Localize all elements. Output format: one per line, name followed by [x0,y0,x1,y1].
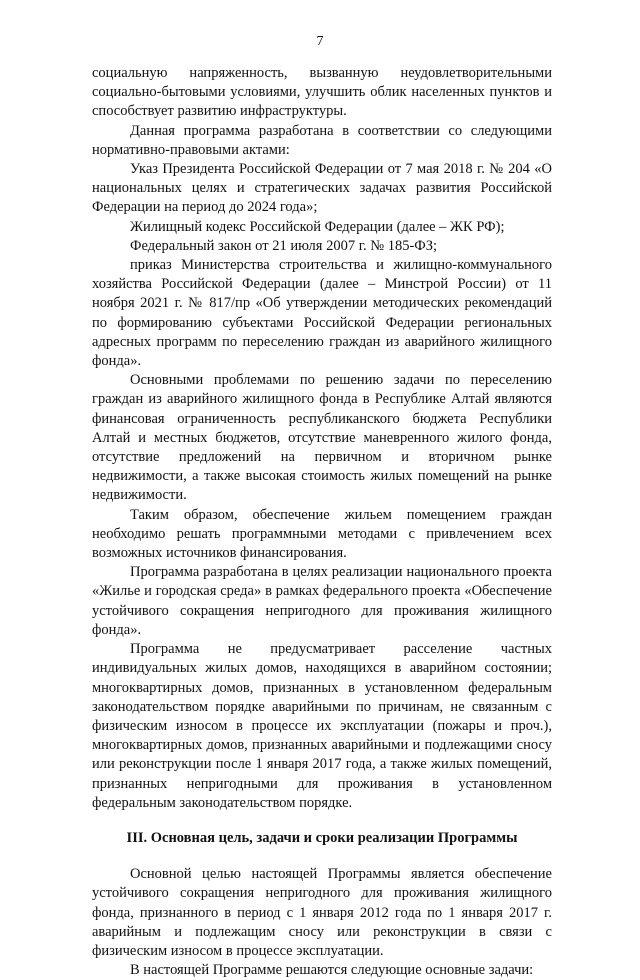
paragraph: В настоящей Программе решаются следующие основные задачи: [130,962,534,979]
paragraph: приказ Министерства строительства и жилищно-коммунального хозяйства Российской Федерации (далее – Минстрой России) от 11 ноября 2021 г. № 817/пр «Об утверждении методических рекомендаций по формированию субъектами Российской Федерации региональных адресных программ по переселению граждан из аварийного жилищного фонда». [92,257,552,370]
page-number: 7 [316,34,324,49]
paragraph: Основными проблемами по решению задачи по переселению граждан из аварийного жилищного фонда в Республике Алтай являются финансовая ограниченность республиканского бюджета Республики Алтай и местных бюджетов, отсутствие маневренного жилого фонда, отсутствие предложений на первичном и вторичном рынке недвижимости, а также высокая стоимость жилых помещений на рынке недвижимости. [92,372,552,504]
document-body [92,64,552,980]
paragraph: Данная программа разработана в соответствии со следующими нормативно-правовыми актами: [92,122,552,158]
paragraph: Программа разработана в целях реализации национального проекта «Жилье и городская среда» в рамках федерального проекта «Обеспечение устойчивого сокращения непригодного для проживания жилищного фонда». [92,564,552,638]
paragraph: Таким образом, обеспечение жильем помещением граждан необходимо решать программными методами с привлечением всех возможных источников финансирования. [92,506,552,562]
paragraph: Федеральный закон от 21 июля 2007 г. № 185-ФЗ; [130,237,438,254]
paragraph: Жилищный кодекс Российской Федерации (далее – ЖК РФ); [130,218,505,235]
paragraph: Основной целью настоящей Программы является обеспечение устойчивого сокращения непригодного для проживания жилищного фонда, признанного в период с 1 января 2012 года по 1 января 2017 г. аварийным и подлежащим сносу или реконструкции в связи с физическим износом в процессе эксплуатации. [92,866,552,959]
paragraph: социальную напряженность, вызванную неудовлетворительными социально-бытовыми условиями, улучшить облик населенных пунктов и способствует развитию инфраструктуры. [92,65,552,120]
paragraph: Указ Президента Российской Федерации от 7 мая 2018 г. № 204 «О национальных целях и стратегических задачах развития Российской Федерации на период до 2024 года»; [92,161,552,216]
paragraph: Программа не предусматривает расселение частных индивидуальных жилых домов, находящихся в аварийном состоянии; многоквартирных домов, признанных в установленном федеральным законодательством порядке аварийными по причинам, не связанным с физическим износом в процессе их эксплуатации (пожары и проч.), многоквартирных домов, признанных аварийными и подлежащими сносу или реконструкции после 1 января 2017 года, а также жилых помещений, признанных непригодными для проживания в установленном федеральным законодательством порядке. [92,641,552,811]
section-heading: III. Основная цель, задачи и сроки реализации Программы [126,829,518,846]
